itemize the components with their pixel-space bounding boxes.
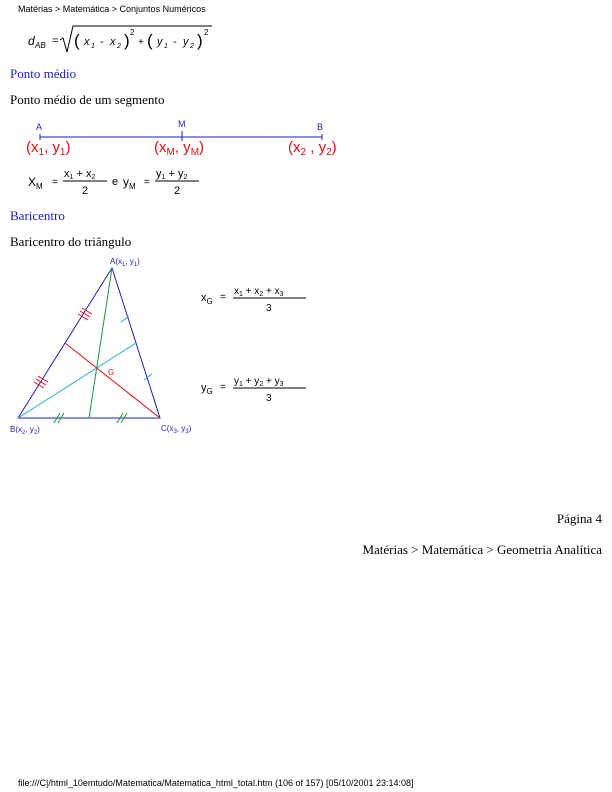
svg-text:=: = [220,292,226,303]
dist-x1: x [84,36,90,48]
label-a: A [36,122,43,132]
heading-midpoint: Ponto médio [10,66,77,81]
header-breadcrumb: Matérias > Matemática > Conjuntos Numéricos [18,4,206,14]
dist-x1-sub: 1 [91,43,95,50]
dist-minus-1: - [100,36,104,48]
vertex-c-label: $C(x_3$, $y_3$) [161,424,192,435]
xm-lhs: $X_M$ [28,175,43,191]
vertex-a-label: $A(x_1$, $y_1$) [110,257,140,268]
dist-y1-sub: 1 [164,43,168,50]
dist-plus: + [138,37,144,48]
dist-exp-1: 2 [130,28,135,37]
ym-denominator: 2 [174,185,181,197]
coord-b: ($x_2$ , $y_2$) [288,139,337,158]
distance-formula [20,24,230,56]
coord-m: ($x_M$, $y_M$) [154,139,205,158]
breadcrumb-bottom: Matérias > Matemática > Geometria Analítica [362,542,602,557]
xg-formula [200,282,315,316]
dist-x2-sub: 2 [117,43,121,50]
svg-text:=: = [144,177,150,188]
footer-file-path: file:///C|/html_10emtudo/Matematica/Matematica_html_total.htm (106 of 157) [05/10/2001 23:14:08] [18,778,414,788]
svg-text:(: ( [147,31,153,50]
xm-numerator: x1 + x2 [64,168,96,181]
dist-y2-sub: 2 [190,43,194,50]
xg-numerator: $x_1 + x_2 + x_3$ [234,286,284,298]
centroid-triangle-diagram [8,252,208,438]
xm-denominator: 2 [82,185,89,197]
yg-formula [200,372,315,406]
conj-e: e [112,176,119,188]
subheading-centroid: Baricentro do triângulo [10,234,132,249]
midpoint-formula [26,164,226,200]
vertex-b-label: $B(x_2$, $y_2$) [10,425,40,436]
page-number: Página 4 [556,511,602,526]
median-c [65,343,160,418]
svg-text:): ) [124,31,130,50]
dist-lhs-sub: AB [35,41,46,50]
coord-a: ($x_1$, $y_1$) [26,139,71,158]
xg-denominator: 3 [266,303,272,314]
yg-numerator: $y_1 + y_2 + y_3$ [234,376,284,388]
svg-text:): ) [197,31,203,50]
dist-x2: x [110,36,116,48]
svg-text:(: ( [74,31,80,50]
dist-eq: = [52,35,59,47]
xg-lhs: $x_G$ [201,292,213,306]
label-m: M [178,119,186,129]
dist-y2: y [183,36,189,48]
svg-text:=: = [52,177,58,188]
heading-centroid: Baricentro [10,208,65,223]
median-b [18,343,136,418]
dist-exp-2: 2 [204,28,209,37]
midpoint-segment-diagram [20,116,350,158]
subheading-midpoint: Ponto médio de um segmento [10,92,165,107]
median-a [89,268,115,418]
ym-lhs: $y_M$ [123,175,136,191]
dist-lhs-var: d [28,34,35,48]
ym-numerator: y1 + y2 [156,168,188,181]
yg-lhs: $y_G$ [201,382,213,396]
dist-minus-2: - [173,36,177,48]
svg-text:=: = [220,382,226,393]
dist-y1: y [157,36,163,48]
label-b: B [317,122,324,132]
yg-denominator: 3 [266,393,272,404]
centroid-g-label: G [108,368,115,377]
triangle-abc [18,268,160,418]
